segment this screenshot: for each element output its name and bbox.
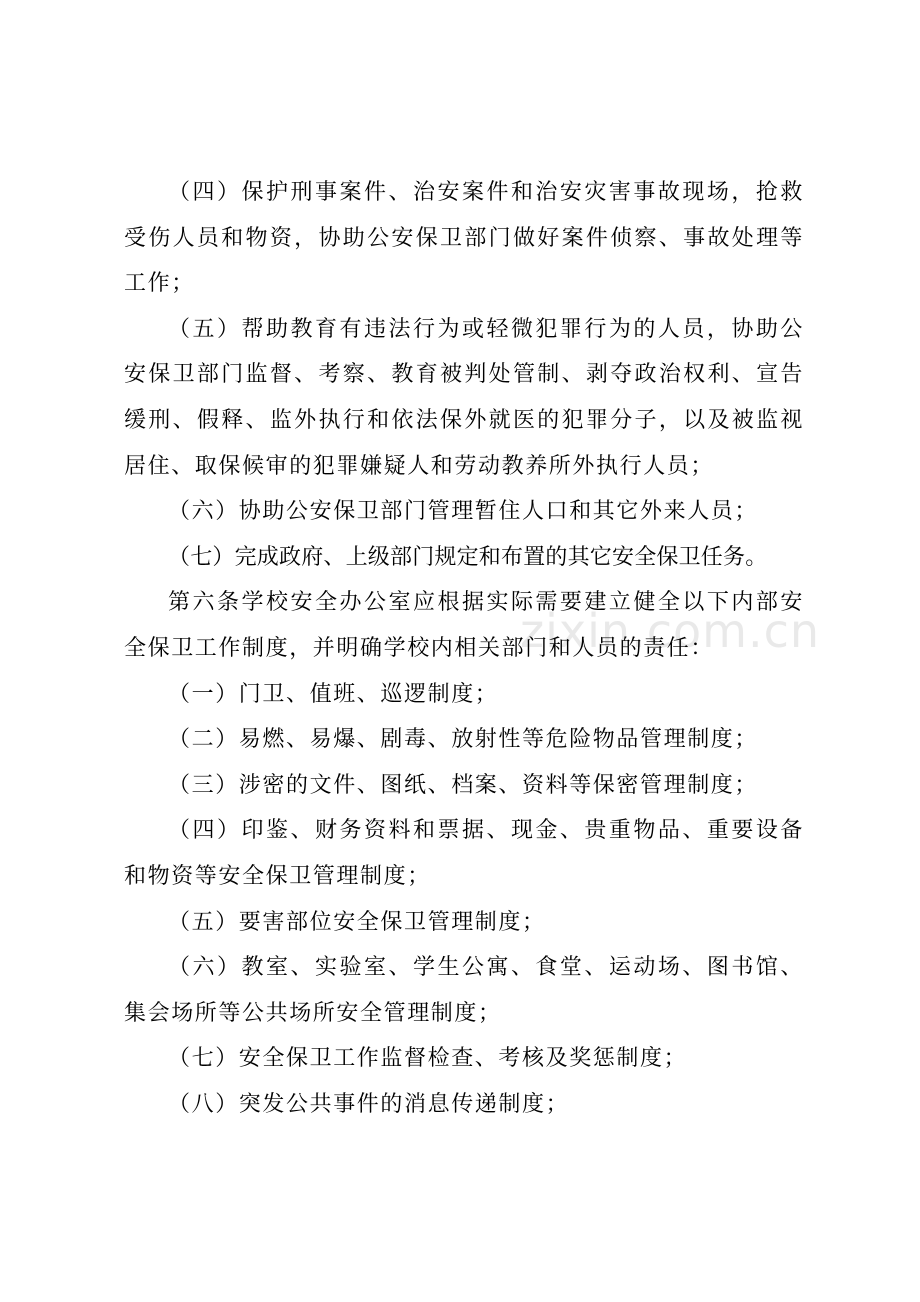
paragraph-item-4-protect-scene: （四）保护刑事案件、治安案件和治安灾害事故现场，抢救受伤人员和物资，协助公安保卫部门做好案件侦察、事故处理等工作； (124, 180, 804, 297)
paragraph-item-6-manage-population: （六）协助公安保卫部门管理暂住人口和其它外来人员； (168, 499, 759, 525)
list-item-1-gate-duty: （一）门卫、值班、巡逻制度； (168, 681, 499, 707)
list-item-7-supervision: （七）安全保卫工作监督检查、考核及奖惩制度； (168, 1046, 688, 1072)
document-body (124, 170, 804, 1127)
list-item-8-emergency-info: （八）突发公共事件的消息传递制度； (168, 1091, 570, 1117)
paragraph-item-7-complete-tasks: （七）完成政府、上级部门规定和布置的其它安全保卫任务。 (168, 544, 768, 570)
list-item-5-key-areas: （五）要害部位安全保卫管理制度； (168, 909, 546, 935)
list-item-4-seals-finance: （四）印鉴、财务资料和票据、现金、贵重物品、重要设备和物资等安全保卫管理制度； (124, 818, 804, 889)
list-item-6-public-places: （六）教室、实验室、学生公寓、食堂、运动场、图书馆、集会场所等公共场所安全管理制度； (124, 955, 804, 1026)
paragraph-item-5-help-educate: （五）帮助教育有违法行为或轻微犯罪行为的人员，协助公安保卫部门监督、考察、教育被判处管制、剥夺政治权利、宣告缓刑、假释、监外执行和依法保外就医的犯罪分子，以及被监视居住、取保候审的犯罪嫌疑人和劳动教养所外执行人员； (124, 316, 804, 479)
paragraph-article-6: 第六条学校安全办公室应根据实际需要建立健全以下内部安全保卫工作制度，并明确学校内相关部门和人员的责任： (124, 590, 804, 661)
list-item-3-confidential: （三）涉密的文件、图纸、档案、资料等保密管理制度； (168, 772, 759, 798)
watermark: zixin.com.cn (520, 604, 821, 658)
list-item-2-hazardous-goods: （二）易燃、易爆、剧毒、放射性等危险物品管理制度； (168, 727, 759, 753)
